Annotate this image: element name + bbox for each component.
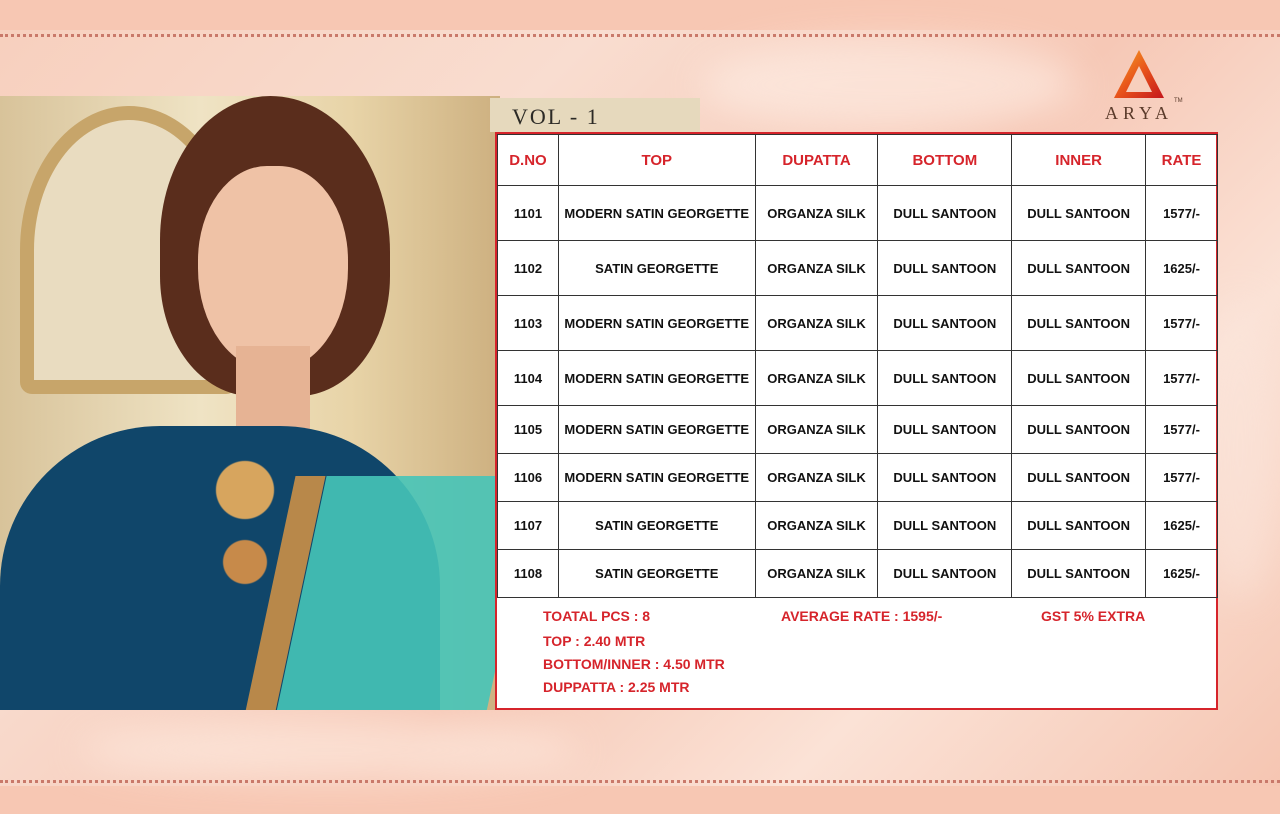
bottom-fabric: DULL SANTOON bbox=[878, 241, 1012, 296]
average-rate: AVERAGE RATE : 1595/- bbox=[781, 608, 943, 624]
dupatta-fabric: ORGANZA SILK bbox=[755, 186, 878, 241]
trademark: TM bbox=[1174, 98, 1183, 104]
bottom-fabric: DULL SANTOON bbox=[878, 351, 1012, 406]
table-row bbox=[498, 550, 1218, 598]
bottom-fabric: DULL SANTOON bbox=[878, 296, 1012, 351]
table-row bbox=[498, 186, 1218, 241]
top-fabric: SATIN GEORGETTE bbox=[558, 241, 755, 296]
column-header: RATE bbox=[1146, 135, 1218, 186]
top-fabric: SATIN GEORGETTE bbox=[558, 502, 755, 550]
column-header: TOP bbox=[558, 135, 755, 186]
design-number: 1106 bbox=[498, 454, 559, 502]
table-row bbox=[498, 406, 1218, 454]
rate: 1625/- bbox=[1146, 550, 1218, 598]
inner-fabric: DULL SANTOON bbox=[1012, 351, 1146, 406]
bottom-fabric: DULL SANTOON bbox=[878, 550, 1012, 598]
dupatta-length: DUPPATTA : 2.25 MTR bbox=[543, 679, 690, 695]
design-number: 1107 bbox=[498, 502, 559, 550]
column-header: INNER bbox=[1012, 135, 1146, 186]
background-swirl bbox=[80, 720, 580, 780]
dupatta-fabric: ORGANZA SILK bbox=[755, 550, 878, 598]
dupatta-fabric: ORGANZA SILK bbox=[755, 502, 878, 550]
design-number: 1108 bbox=[498, 550, 559, 598]
dotted-border-bottom bbox=[0, 780, 1280, 783]
bottom-fabric: DULL SANTOON bbox=[878, 454, 1012, 502]
table-row bbox=[498, 502, 1218, 550]
table-row bbox=[498, 351, 1218, 406]
inner-fabric: DULL SANTOON bbox=[1012, 454, 1146, 502]
bottom-fabric: DULL SANTOON bbox=[878, 406, 1012, 454]
rate: 1577/- bbox=[1146, 351, 1218, 406]
top-band bbox=[0, 0, 1280, 30]
rate-table bbox=[497, 134, 1218, 598]
top-fabric: SATIN GEORGETTE bbox=[558, 550, 755, 598]
top-fabric: MODERN SATIN GEORGETTE bbox=[558, 296, 755, 351]
inner-fabric: DULL SANTOON bbox=[1012, 550, 1146, 598]
inner-fabric: DULL SANTOON bbox=[1012, 186, 1146, 241]
column-header: D.NO bbox=[498, 135, 559, 186]
dotted-border-top bbox=[0, 34, 1280, 37]
design-number: 1103 bbox=[498, 296, 559, 351]
top-fabric: MODERN SATIN GEORGETTE bbox=[558, 406, 755, 454]
table-row bbox=[498, 296, 1218, 351]
rate: 1577/- bbox=[1146, 454, 1218, 502]
design-number: 1105 bbox=[498, 406, 559, 454]
dupatta-fabric: ORGANZA SILK bbox=[755, 406, 878, 454]
model-photo bbox=[0, 96, 500, 710]
design-number: 1102 bbox=[498, 241, 559, 296]
design-number: 1104 bbox=[498, 351, 559, 406]
inner-fabric: DULL SANTOON bbox=[1012, 241, 1146, 296]
inner-fabric: DULL SANTOON bbox=[1012, 406, 1146, 454]
top-fabric: MODERN SATIN GEORGETTE bbox=[558, 454, 755, 502]
gst-note: GST 5% EXTRA bbox=[1041, 608, 1146, 624]
table-header-row bbox=[498, 135, 1218, 186]
table-row bbox=[498, 241, 1218, 296]
brand-name: ARYA bbox=[1104, 103, 1173, 123]
total-pieces: TOATAL PCS : 8 bbox=[543, 608, 651, 624]
column-header: DUPATTA bbox=[755, 135, 878, 186]
column-header: BOTTOM bbox=[878, 135, 1012, 186]
background-swirl bbox=[700, 40, 1080, 130]
top-length: TOP : 2.40 MTR bbox=[543, 633, 646, 649]
dupatta-fabric: ORGANZA SILK bbox=[755, 351, 878, 406]
design-number: 1101 bbox=[498, 186, 559, 241]
arya-logo bbox=[1094, 48, 1184, 128]
top-fabric: MODERN SATIN GEORGETTE bbox=[558, 186, 755, 241]
table-row bbox=[498, 454, 1218, 502]
model-face bbox=[198, 166, 348, 371]
dupatta-fabric: ORGANZA SILK bbox=[755, 296, 878, 351]
rate: 1577/- bbox=[1146, 406, 1218, 454]
bottom-band bbox=[0, 786, 1280, 814]
inner-fabric: DULL SANTOON bbox=[1012, 502, 1146, 550]
bottom-fabric: DULL SANTOON bbox=[878, 186, 1012, 241]
rate: 1577/- bbox=[1146, 186, 1218, 241]
dupatta-fabric: ORGANZA SILK bbox=[755, 241, 878, 296]
rate: 1577/- bbox=[1146, 296, 1218, 351]
summary-block bbox=[543, 604, 1203, 704]
rate: 1625/- bbox=[1146, 241, 1218, 296]
triangle-logo-icon bbox=[1112, 48, 1166, 102]
top-fabric: MODERN SATIN GEORGETTE bbox=[558, 351, 755, 406]
dupatta-fabric: ORGANZA SILK bbox=[755, 454, 878, 502]
rate: 1625/- bbox=[1146, 502, 1218, 550]
bottom-fabric: DULL SANTOON bbox=[878, 502, 1012, 550]
volume-label: VOL - 1 bbox=[490, 98, 700, 132]
rate-sheet bbox=[495, 132, 1218, 710]
inner-fabric: DULL SANTOON bbox=[1012, 296, 1146, 351]
bottom-inner-length: BOTTOM/INNER : 4.50 MTR bbox=[543, 656, 725, 672]
